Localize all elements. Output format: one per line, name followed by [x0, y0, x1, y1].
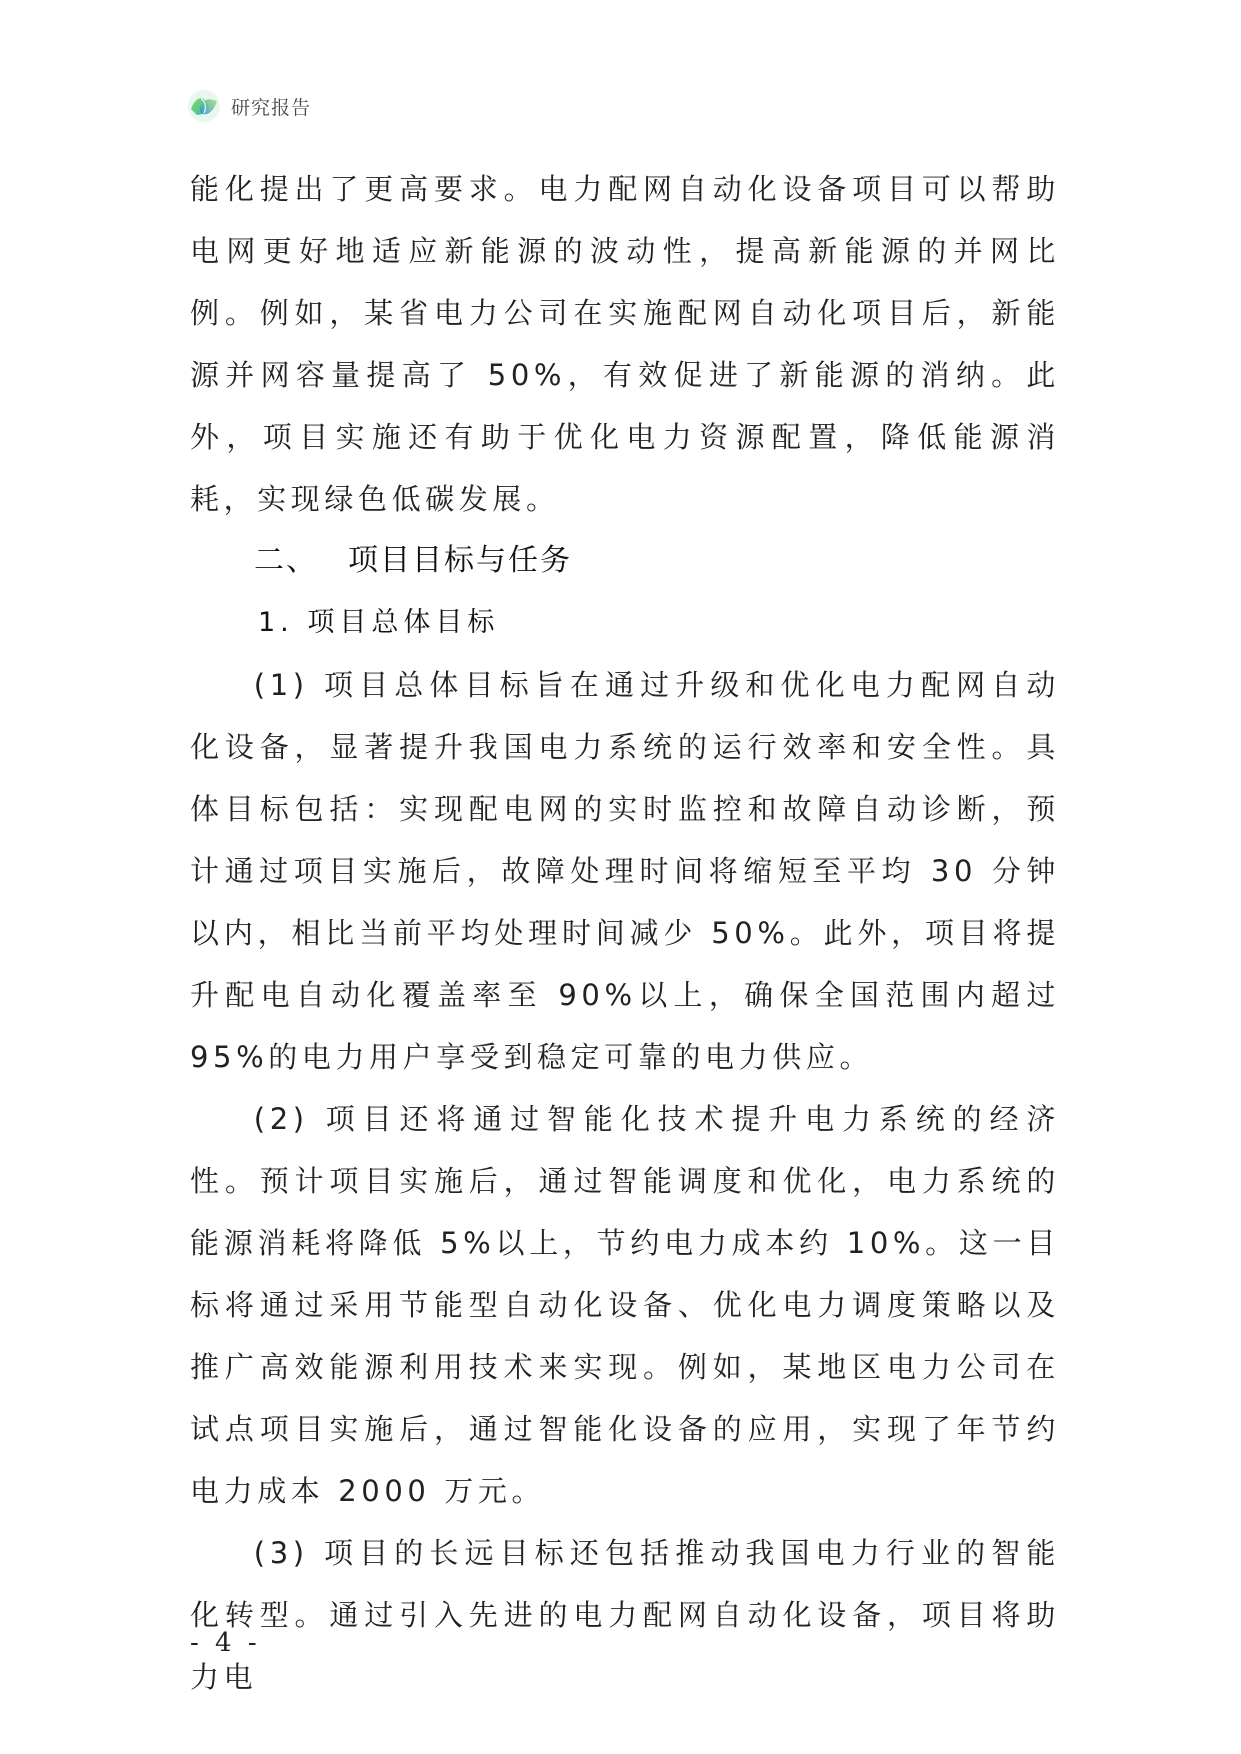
subsection-heading: 1. 项目总体目标 — [258, 607, 500, 638]
section-number: 二、 — [254, 543, 318, 578]
paragraph-goal-2: (2) 项目还将通过智能化技术提升电力系统的经济性。预计项目实施后，通过智能调度和优化，电力系统的能源消耗将降低 5%以上，节约电力成本约 10%。这一目标将通过采用节能型自动化设备、优化电力调度策略以及推广高效能源利用技术来实现。例如，某地区电力公司在试点项目实施后，通过智能化设备的应用，实现了年节约电力成本 2000 万元。 — [190, 1102, 1060, 1508]
page-header — [187, 88, 311, 124]
section-title: 项目目标与任务 — [348, 543, 572, 578]
paragraph-goal-1: (1) 项目总体目标旨在通过升级和优化电力配网自动化设备，显著提升我国电力系统的运行效率和安全性。具体目标包括：实现配电网的实时监控和故障自动诊断，预计通过项目实施后，故障处理时间将缩短至平均 30 分钟以内，相比当前平均处理时间减少 50%。此外，项目将提升配电自动化覆盖率至 90%以上，确保全国范围内超过 95%的电力用户享受到稳定可靠的电力供应。 — [190, 668, 1060, 1074]
leaf-logo-icon — [187, 89, 221, 123]
document-body — [190, 158, 1060, 1708]
header-title: 研究报告 — [231, 96, 312, 119]
section-heading — [190, 530, 1060, 592]
paragraph-continued: 能化提出了更高要求。电力配网自动化设备项目可以帮助电网更好地适应新能源的波动性，提高新能源的并网比例。例如，某省电力公司在实施配网自动化项目后，新能源并网容量提高了 50%，有效促进了新能源的消纳。此外，项目实施还有助于优化电力资源配置，降低能源消耗，实现绿色低碳发展。 — [190, 172, 1060, 516]
paragraph-goal-3: (3) 项目的长远目标还包括推动我国电力行业的智能化转型。通过引入先进的电力配网自动化设备，项目将助力电 — [190, 1536, 1060, 1694]
page-number: - 4 - — [190, 1628, 261, 1658]
